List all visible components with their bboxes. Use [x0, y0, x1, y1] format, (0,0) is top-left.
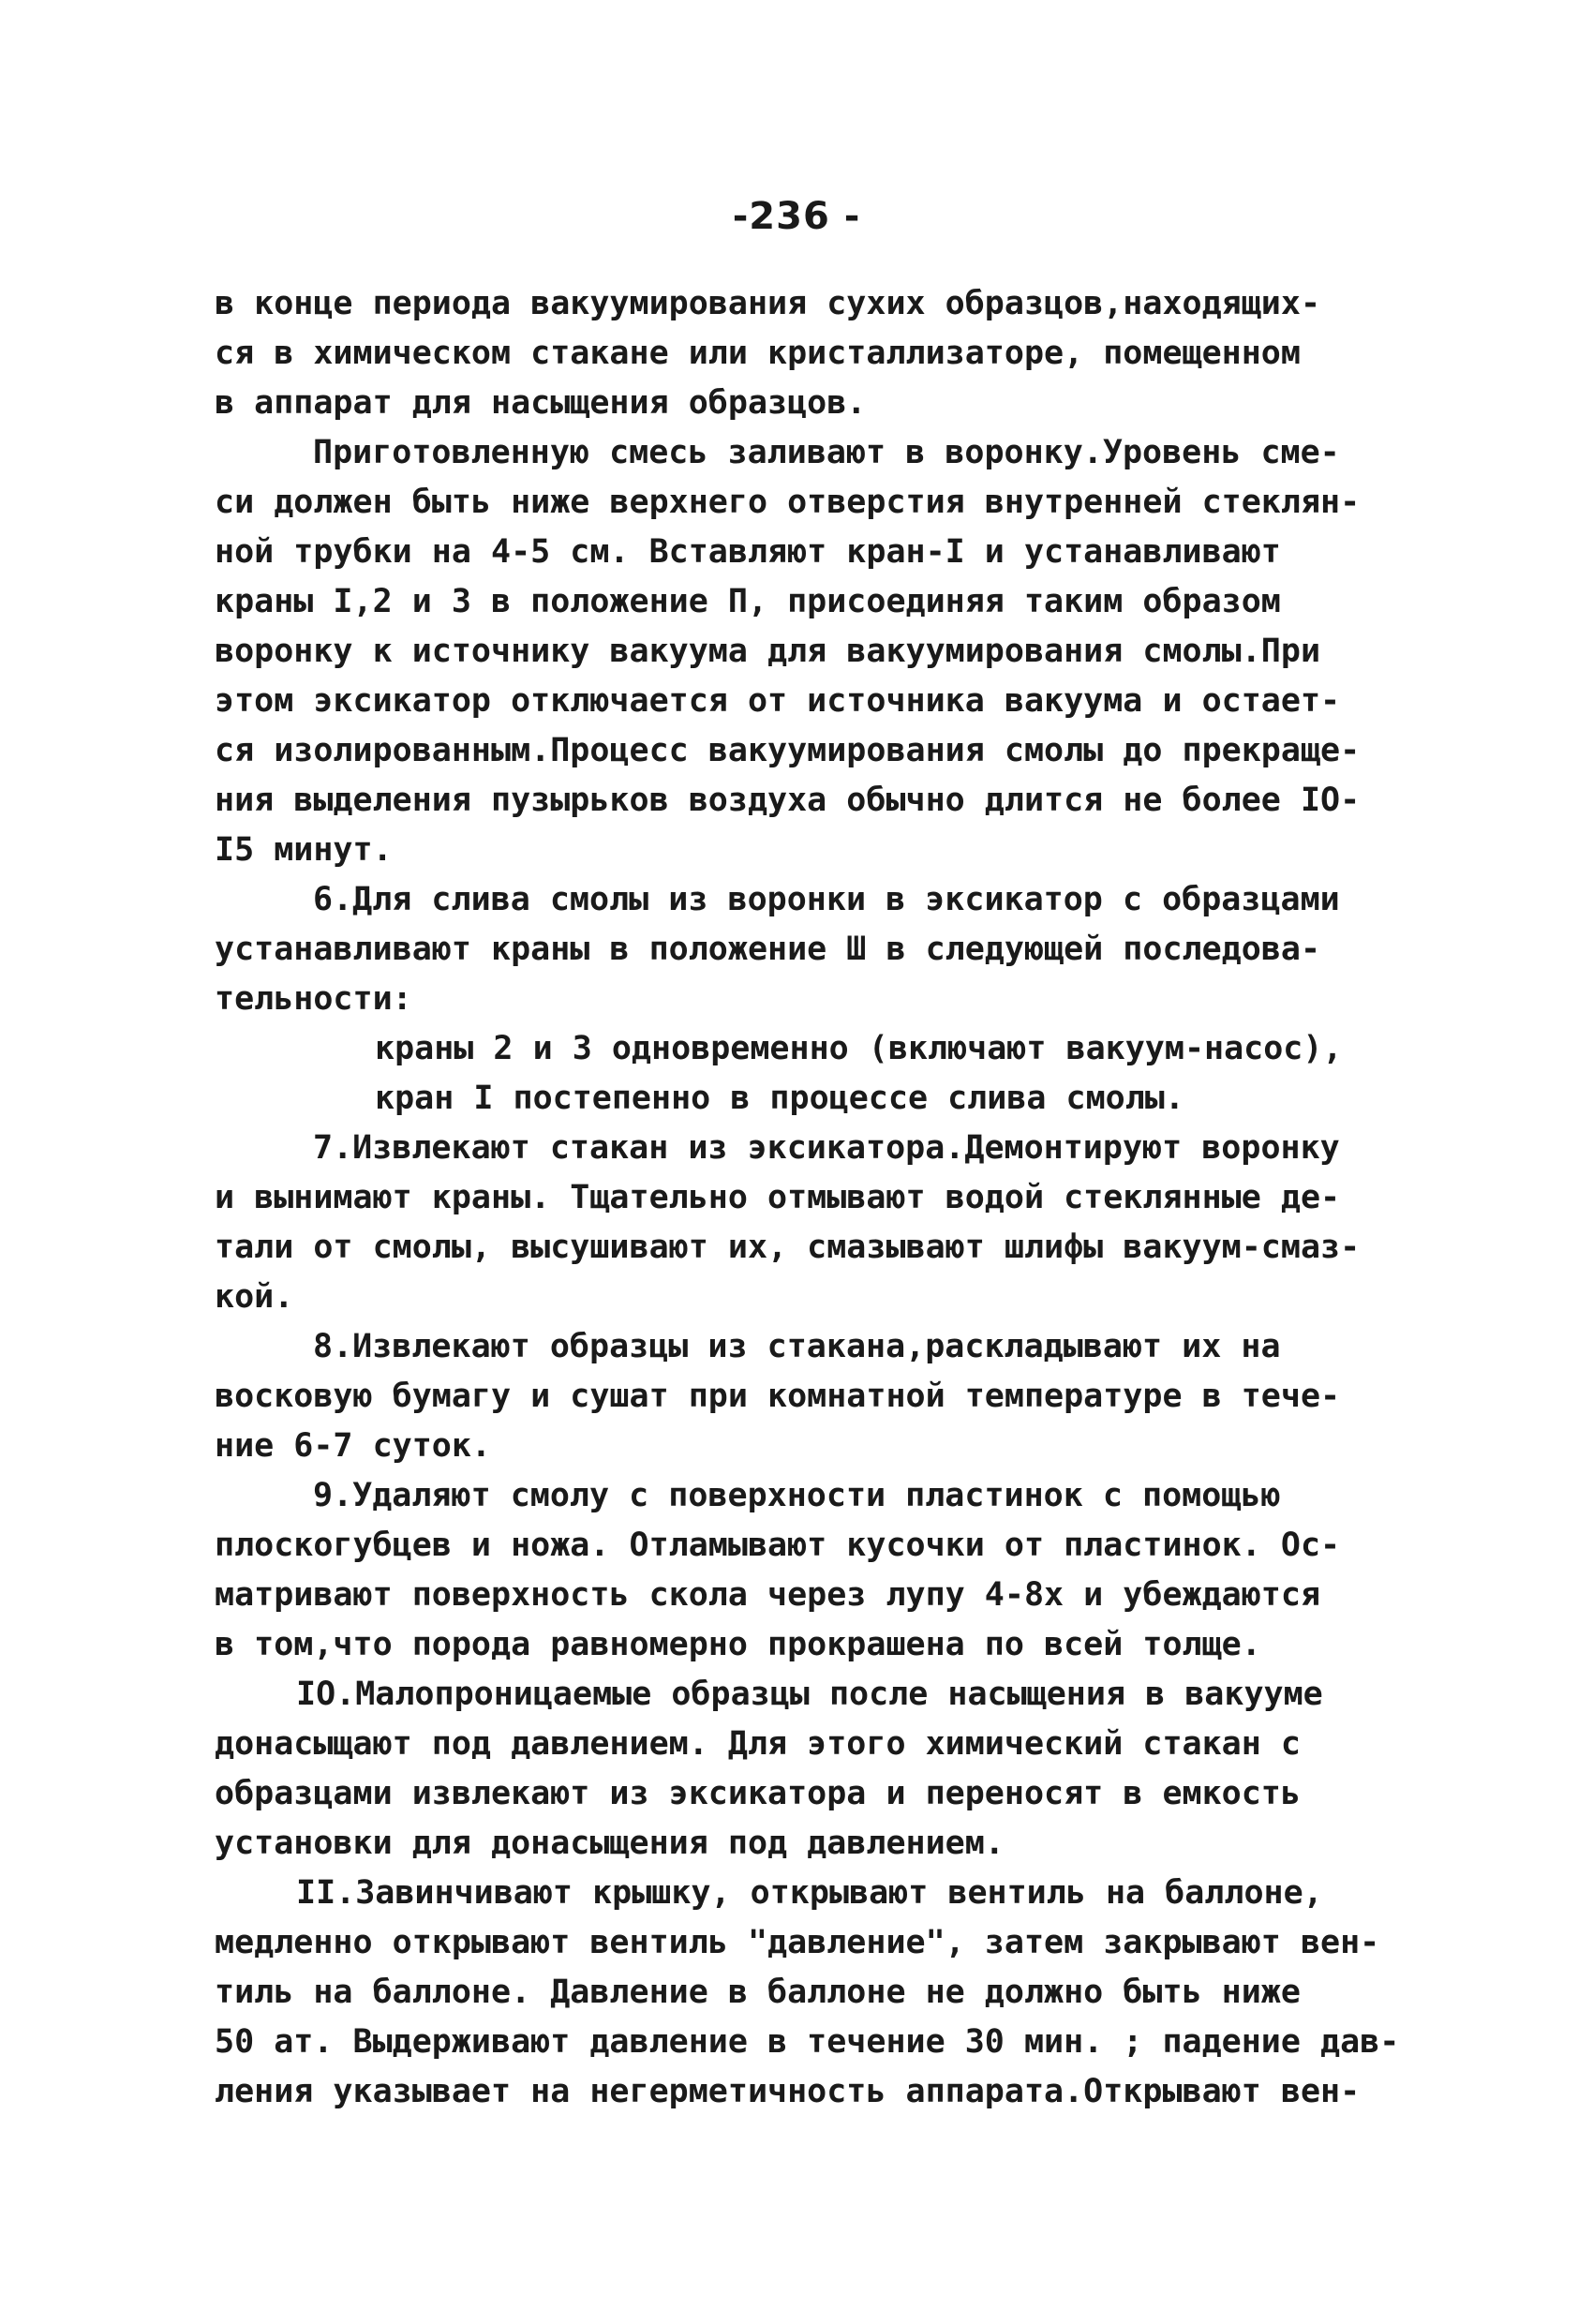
- text-line: I5 минут.: [215, 831, 393, 869]
- text-line: образцами извлекают из эксикатора и переносят в емкость: [215, 1775, 1301, 1812]
- text-line: IO.Малопроницаемые образцы после насыщения в вакууме: [296, 1676, 1323, 1713]
- text-line: краны 2 и 3 одновременно (включают вакуум-насос),: [375, 1030, 1343, 1067]
- text-line: 6.Для слива смолы из воронки в эксикатор с образцами: [313, 881, 1340, 918]
- page-number: -236 -: [732, 195, 861, 238]
- text-line: медленно открывают вентиль "давление", затем закрывают вен-: [215, 1924, 1380, 1961]
- text-line: и вынимают краны. Тщательно отмывают водой стеклянные де-: [215, 1179, 1341, 1216]
- text-line: в аппарат для насыщения образцов.: [215, 384, 867, 422]
- text-line: ся изолированным.Процесс вакуумирования смолы до прекраще-: [215, 732, 1361, 769]
- text-line: II.Завинчивают крышку, открывают вентиль на баллоне,: [296, 1874, 1323, 1912]
- text-line: донасыщают под давлением. Для этого химический стакан с: [215, 1725, 1301, 1763]
- text-line: 7.Извлекают стакан из эксикатора.Демонтируют воронку: [313, 1129, 1340, 1167]
- text-line: матривают поверхность скола через лупу 4-8х и убеждаются: [215, 1576, 1321, 1614]
- text-line: в том,что порода равномерно прокрашена по всей толще.: [215, 1626, 1261, 1663]
- text-line: 8.Извлекают образцы из стакана,раскладывают их на: [313, 1328, 1281, 1365]
- text-line: тиль на баллоне. Давление в баллоне не должно быть ниже: [215, 1974, 1301, 2011]
- text-line: кой.: [215, 1278, 294, 1316]
- text-line: 50 ат. Выдерживают давление в течение 30 мин. ; падение дав-: [215, 2023, 1400, 2061]
- text-line: ния выделения пузырьков воздуха обычно длится не более IO-: [215, 782, 1361, 819]
- text-line: тали от смолы, высушивают их, смазывают шлифы вакуум-смаз-: [215, 1229, 1361, 1266]
- text-line: краны I,2 и 3 в положение П, присоединяя таким образом: [215, 583, 1281, 620]
- text-line: ления указывает на негерметичность аппарата.Открывают вен-: [215, 2073, 1361, 2110]
- text-line: этом эксикатор отключается от источника вакуума и остает-: [215, 682, 1341, 720]
- text-line: си должен быть ниже верхнего отверстия внутренней стеклян-: [215, 484, 1361, 521]
- text-line: ся в химическом стакане или кристаллизаторе, помещенном: [215, 335, 1301, 372]
- text-line: установки для донасыщения под давлением.: [215, 1825, 1005, 1862]
- text-line: восковую бумагу и сушат при комнатной температуре в тече-: [215, 1378, 1341, 1415]
- text-line: кран I постепенно в процессе слива смолы.: [375, 1080, 1184, 1117]
- text-line: воронку к источнику вакуума для вакуумирования смолы.При: [215, 633, 1321, 670]
- text-line: устанавливают краны в положение Ш в следующей последова-: [215, 931, 1321, 968]
- text-line: 9.Удаляют смолу с поверхности пластинок с помощью: [313, 1477, 1281, 1514]
- text-line: ной трубки на 4-5 см. Вставляют кран-I и устанавливают: [215, 533, 1281, 571]
- text-line: плоскогубцев и ножа. Отламывают кусочки от пластинок. Ос-: [215, 1527, 1341, 1564]
- text-line: в конце периода вакуумирования сухих образцов,находящих-: [215, 285, 1321, 322]
- text-line: Приготовленную смесь заливают в воронку.Уровень сме-: [313, 434, 1340, 471]
- text-line: ние 6-7 суток.: [215, 1427, 492, 1465]
- text-line: тельности:: [215, 980, 412, 1018]
